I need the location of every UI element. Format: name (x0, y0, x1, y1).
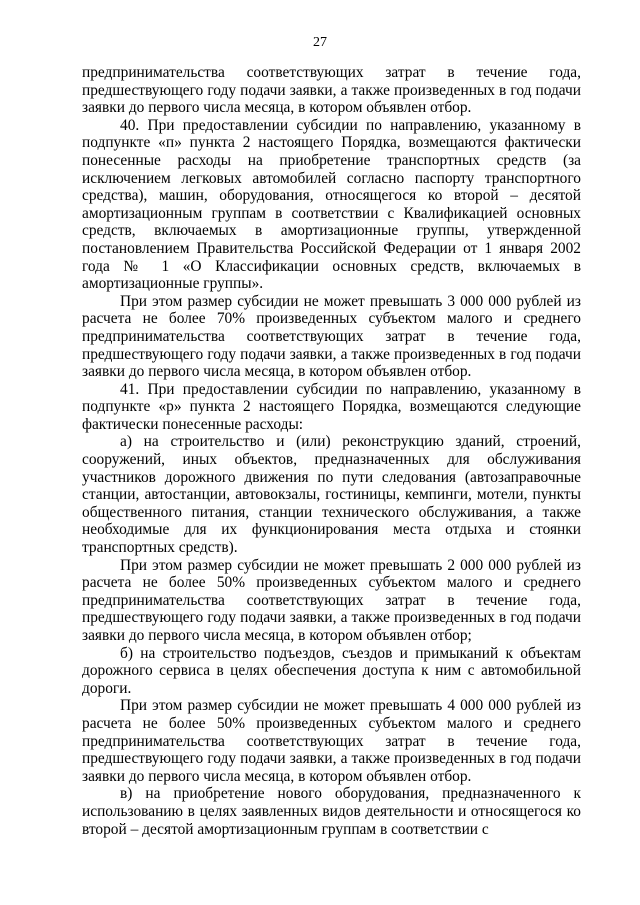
paragraph-item-a: а) на строительство и (или) реконструкцию зданий, строений, сооружений, иных объектов, предназначенных для обслуживания участников дорожного движения по пути следования (автозаправочные станции, автостанции, автовокзалы, гостиницы, кемпинги, мотели, пункты общественного питания, станции технического обслуживания, а также необходимые для их функционирования места отдыха и стоянки транспортных средств). (82, 433, 581, 557)
paragraph-item-b: б) на строительство подъездов, съездов и примыканий к объектам дорожного сервиса в целях обеспечения доступа к ним с автомобильной дороги. (82, 644, 581, 697)
paragraph-continuation: предпринимательства соответствующих затрат в течение года, предшествующего году подачи заявки, а также произведенных в год подачи заявки до первого числа месяца, в котором объявлен отбор. (82, 64, 581, 117)
paragraph-clause-40-limit: При этом размер субсидии не может превышать 3 000 000 рублей из расчета не более 70% произведенных субъектом малого и среднего предпринимательства соответствующих затрат в течение года, предшествующего году подачи заявки, а также произведенных в год подачи заявки до первого числа месяца, в котором объявлен отбор. (82, 292, 581, 381)
paragraph-clause-40: 40. При предоставлении субсидии по направлению, указанному в подпункте «п» пункта 2 настоящего Порядка, возмещаются фактически понесенные расходы на приобретение транспортных средств (за исключением легковых автомобилей согласно паспорту транспортного средства), машин, оборудования, относящегося ко второй – десятой амортизационным группам в соответствии с Квалификацией основных средств, включаемых в амортизационные группы, утвержденной постановлением Правительства Российской Федерации от 1 января 2002 года № 1 «О Классификации основных средств, включаемых в амортизационные группы». (82, 116, 581, 293)
paragraph-clause-41: 41. При предоставлении субсидии по направлению, указанному в подпункте «р» пункта 2 настоящего Порядка, возмещаются следующие фактически понесенные расходы: (82, 380, 581, 433)
paragraph-item-v: в) на приобретение нового оборудования, предназначенного к использованию в целях заявленных видов деятельности и относящегося ко второй – десятой амортизационным группам в соответствии с (82, 785, 581, 838)
page-number: 27 (313, 35, 327, 50)
paragraph-item-a-limit: При этом размер субсидии не может превышать 2 000 000 рублей из расчета не более 50% произведенных субъектом малого и среднего предпринимательства соответствующих затрат в течение года, предшествующего году подачи заявки, а также произведенных в год подачи заявки до первого числа месяца, в котором объявлен отбор; (82, 556, 581, 644)
document-body (82, 64, 581, 838)
paragraph-item-b-limit: При этом размер субсидии не может превышать 4 000 000 рублей из расчета не более 50% произведенных субъектом малого и среднего предпринимательства соответствующих затрат в течение года, предшествующего году подачи заявки, а также произведенных в год подачи заявки до первого числа месяца, в котором объявлен отбор. (82, 697, 581, 785)
